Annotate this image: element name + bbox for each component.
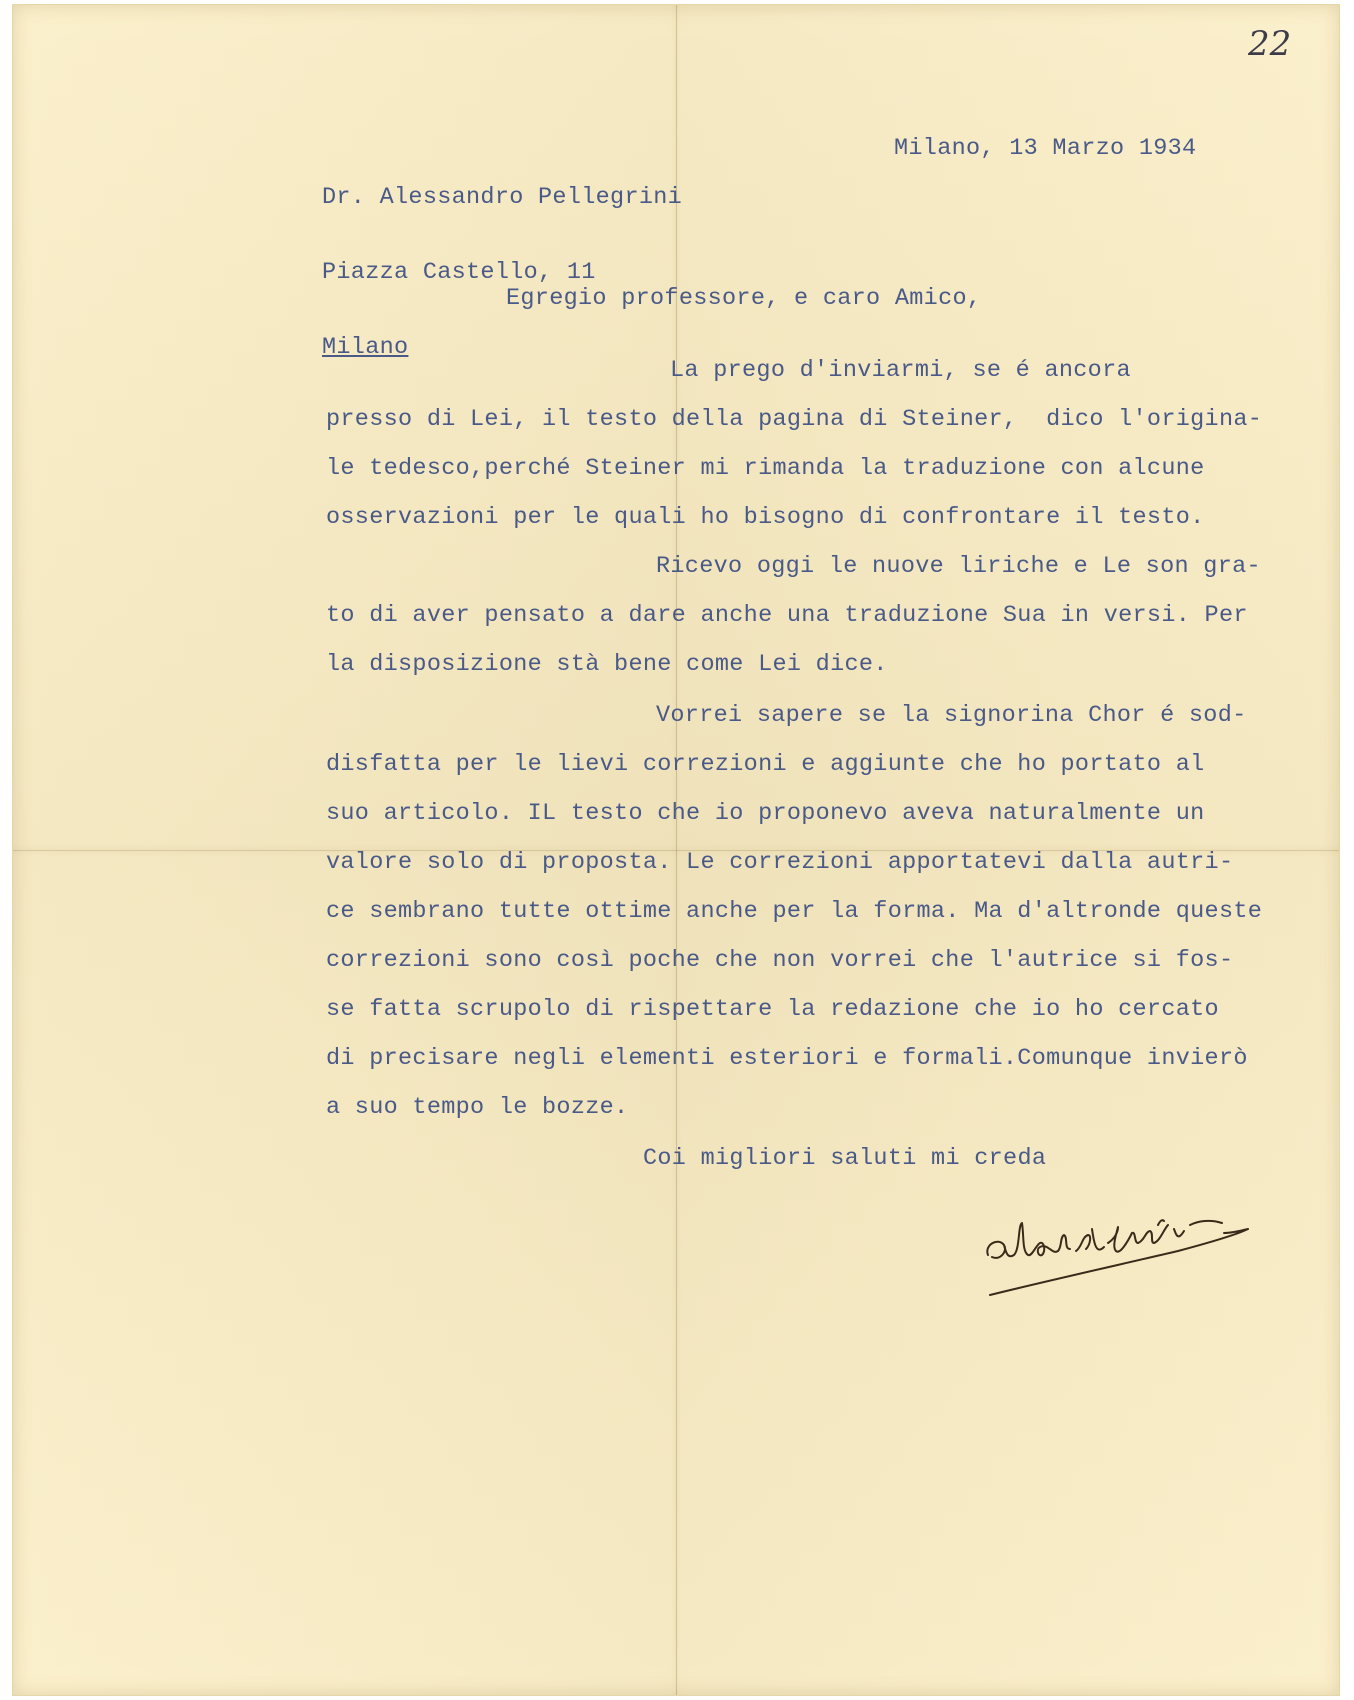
closing: Coi migliori saluti mi creda (643, 1145, 1047, 1172)
body-line: di precisare negli elementi esteriori e formali.Comunque invierò (326, 1045, 1248, 1072)
sender-city: Milano (322, 334, 409, 361)
page-number: 22 (1248, 24, 1292, 64)
body-line: La prego d'inviarmi, se é ancora (670, 357, 1131, 384)
body-line: se fatta scrupolo di rispettare la redazione che io ho cercato (326, 996, 1219, 1023)
sender-address (322, 135, 682, 385)
letter-date: Milano, 13 Marzo 1934 (894, 135, 1197, 162)
body-line: disfatta per le lievi correzioni e aggiunte che ho portato al (326, 751, 1205, 778)
body-line: le tedesco,perché Steiner mi rimanda la traduzione con alcune (326, 455, 1205, 482)
body-line: suo articolo. IL testo che io proponevo aveva naturalmente un (326, 800, 1205, 827)
body-line: la disposizione stà bene come Lei dice. (326, 651, 888, 678)
body-line: valore solo di proposta. Le correzioni apportatevi dalla autri- (326, 849, 1234, 876)
body-line: ce sembrano tutte ottime anche per la forma. Ma d'altronde queste (326, 898, 1263, 925)
body-line: Ricevo oggi le nuove liriche e Le son gra- (656, 553, 1261, 580)
handwritten-signature (978, 1185, 1258, 1305)
body-line: osservazioni per le quali ho bisogno di confrontare il testo. (326, 504, 1205, 531)
sender-name: Dr. Alessandro Pellegrini (322, 184, 683, 211)
salutation: Egregio professore, e caro Amico, (506, 285, 982, 312)
sender-street: Piazza Castello, 11 (322, 259, 596, 286)
body-line: Vorrei sapere se la signorina Chor é sod- (656, 702, 1247, 729)
body-line: presso di Lei, il testo della pagina di Steiner, dico l'origina- (326, 406, 1263, 433)
body-line: correzioni sono così poche che non vorrei che l'autrice si fos- (326, 947, 1234, 974)
body-line: to di aver pensato a dare anche una traduzione Sua in versi. Per (326, 602, 1248, 629)
body-line: a suo tempo le bozze. (326, 1094, 629, 1121)
